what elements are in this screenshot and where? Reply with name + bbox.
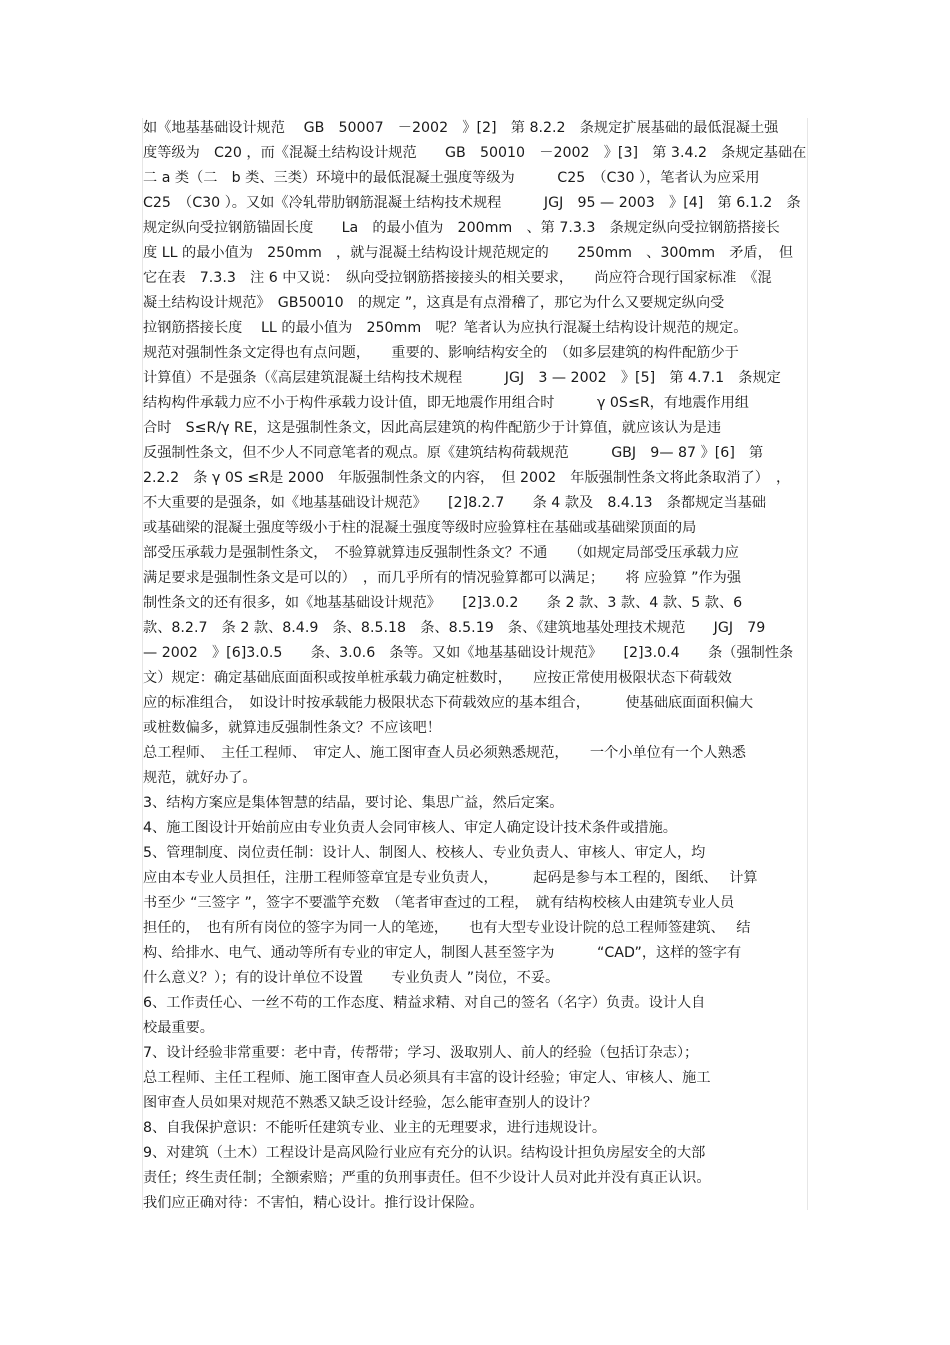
text-line: 计算值）不是强条（《高层建筑混凝土结构技术规程 JGJ 3 — 2002 》[5] 第 4.7.1 条规定: [143, 370, 781, 386]
body-text: [143, 116, 811, 1216]
text-line: 责任；终生责任制；全额索赔；严重的负刑事责任。但不少设计人员对此并没有真正认识。: [143, 1170, 711, 1186]
text-line: 如《地基基础设计规范 GB 50007 －2002 》[2] 第 8.2.2 条规定扩展基础的最低混凝土强: [143, 120, 779, 136]
text-line: — 2002 》[6]3.0.5 条、3.0.6 条等。又如《地基基础设计规范》 [2]3.0.4 条（强制性条: [143, 645, 794, 661]
text-line: 不大重要的是强条，如《地基基础设计规范》 [2]8.2.7 条 4 款及 8.4.13 条都规定当基础: [143, 495, 767, 511]
text-line: 4、施工图设计开始前应由专业负责人会同审核人、审定人确定设计技术条件或措施。: [143, 820, 677, 836]
text-line: 度等级为 C20 ，而《混凝土结构设计规范 GB 50010 －2002 》[3] 第 3.4.2 条规定基础在: [143, 145, 807, 161]
text-line: 它在表 7.3.3 注 6 中又说： 纵向受拉钢筋搭接接头的相关要求， 尚应符合现行国家标准 《混: [143, 270, 772, 286]
text-line: 什么意义？）；有的设计单位不设置 专业负责人 ”岗位，不妥。: [143, 970, 560, 986]
text-line: 书至少 “三签字 ”，签字不要滥竽充数 （笔者审查过的工程， 就有结构校核人由建筑专业人员: [143, 895, 735, 911]
text-line: 反强制性条文，但不少人不同意笔者的观点。原《建筑结构荷载规范 GBJ 9— 87 》[6] 第: [143, 445, 764, 461]
text-line: 校最重要。: [143, 1020, 214, 1036]
text-line: 规范，就好办了。: [143, 770, 257, 786]
text-line: 款、8.2.7 条 2 款、8.4.9 条、8.5.18 条、8.5.19 条、《建筑地基处理技术规范 JGJ 79: [143, 620, 766, 636]
text-line: 文）规定：确定基础底面面积或按单桩承载力确定桩数时， 应按正常使用极限状态下荷载效: [143, 670, 732, 686]
text-line: 6、工作责任心、一丝不苟的工作态度、精益求精、对自己的签名（名字）负责。设计人自: [143, 995, 706, 1011]
text-line: C25 （C30 ）。又如《冷轧带肋钢筋混凝土结构技术规程 JGJ 95 — 2003 》[4] 第 6.1.2 条: [143, 195, 801, 211]
text-line: 3、结构方案应是集体智慧的结晶，要讨论、集思广益，然后定案。: [143, 795, 564, 811]
text-line: 总工程师、 主任工程师、 审定人、施工图审查人员必须熟悉规范， 一个小单位有一个人熟悉: [143, 745, 746, 761]
text-line: 构、给排水、电气、通动等所有专业的审定人，制图人甚至签字为 “CAD”，这样的签字有: [143, 945, 742, 961]
text-line: 规定纵向受拉钢筋锚固长度 La 的最小值为 200mm 、第 7.3.3 条规定纵向受拉钢筋搭接长: [143, 220, 780, 236]
text-line: 二 a 类（二 b 类、三类）环境中的最低混凝土强度等级为 C25 （C30 ），笔者认为应采用: [143, 170, 760, 186]
text-line: 9、对建筑（土木）工程设计是高风险行业应有充分的认识。结构设计担负房屋安全的大部: [143, 1145, 706, 1161]
text-line: 制性条文的还有很多，如《地基基础设计规范》 [2]3.0.2 条 2 款、3 款、4 款、5 款、6: [143, 595, 743, 611]
text-line: 部受压承载力是强制性条文， 不验算就算违反强制性条文？不通 （如规定局部受压承载力应: [143, 545, 739, 561]
text-line: 结构构件承载力应不小于构件承载力设计值，即无地震作用组合时 γ 0S≤R，有地震作用组: [143, 395, 749, 411]
text-line: 或桩数偏多，就算违反强制性条文？不应该吧！: [143, 720, 441, 736]
text-line: 7、设计经验非常重要：老中青，传帮带；学习、汲取别人、前人的经验（包括订杂志）；: [143, 1045, 699, 1061]
text-line: 总工程师、主任工程师、施工图审查人员必须具有丰富的设计经验；审定人、审核人、施工: [143, 1070, 711, 1086]
text-line: 担任的， 也有所有岗位的签字为同一人的笔迹， 也有大型专业设计院的总工程师签建筑、 结: [143, 920, 751, 936]
text-line: 2.2.2 条 γ 0S ≤R是 2000 年版强制性条文的内容， 但 2002 年版强制性条文将此条取消了） ，: [143, 470, 791, 486]
text-line: 应的标准组合， 如设计时按承载能力极限状态下荷载效应的基本组合， 使基础底面面积偏大: [143, 695, 754, 711]
text-line: 或基础梁的混凝土强度等级小于柱的混凝土强度等级时应验算柱在基础或基础梁顶面的局: [143, 520, 697, 536]
text-line: 拉钢筋搭接长度 LL 的最小值为 250mm 呢？笔者认为应执行混凝土结构设计规范的规定。: [143, 320, 748, 336]
text-line: 满足要求是强制性条文是可以的） ，而几乎所有的情况验算都可以满足； 将 应验算 ”作为强: [143, 570, 742, 586]
text-line: 合时 S≤R/γ RE，这是强制性条文，因此高层建筑的构件配筋少于计算值，就应该认为是违: [143, 420, 722, 436]
text-line: 5、管理制度、岗位责任制：设计人、制图人、校核人、专业负责人、审核人、审定人，均: [143, 845, 706, 861]
text-line: 8、自我保护意识：不能听任建筑专业、业主的无理要求，进行违规设计。: [143, 1120, 607, 1136]
text-line: 度 LL 的最小值为 250mm ，就与混凝土结构设计规范规定的 250mm 、300mm 矛盾， 但: [143, 245, 794, 261]
text-line: 我们应正确对待：不害怕，精心设计。推行设计保险。: [143, 1195, 484, 1211]
text-line: 规范对强制性条文定得也有点问题， 重要的、影响结构安全的 （如多层建筑的构件配筋少于: [143, 345, 739, 361]
text-line: 应由本专业人员担任，注册工程师签章宜是专业负责人， 起码是参与本工程的，图纸、 计算: [143, 870, 758, 886]
text-line: 凝土结构设计规范》 GB50010 的规定 ”，这真是有点滑稽了，那它为什么又要规定纵向受: [143, 295, 725, 311]
text-line: 图审查人员如果对规范不熟悉又缺乏设计经验，怎么能审查别人的设计？: [143, 1095, 598, 1111]
